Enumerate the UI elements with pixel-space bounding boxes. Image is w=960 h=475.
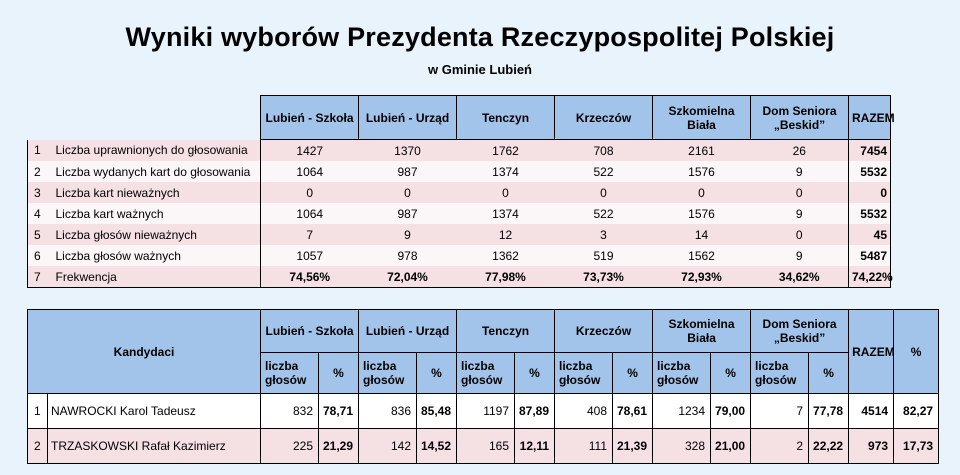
votes-subheader: liczba głosów — [751, 353, 809, 394]
pct-subheader: % — [417, 353, 457, 394]
votes-cell: 2 — [751, 429, 809, 464]
stats-col-header: Dom Seniora „Beskid” — [751, 96, 849, 140]
cell-value: 1762 — [457, 140, 555, 162]
row-number: 4 — [28, 203, 50, 224]
cell-value: 1064 — [261, 161, 359, 182]
cell-value: 72,93% — [653, 266, 751, 288]
candidate-name: TRZASKOWSKI Rafał Kazimierz — [48, 429, 261, 464]
candidates-table — [27, 309, 939, 464]
cell-total: 5532 — [849, 203, 891, 224]
cell-value: 12 — [457, 224, 555, 245]
cell-value: 987 — [359, 203, 457, 224]
stats-row-turnout — [28, 266, 891, 288]
total-votes-cell: 973 — [849, 429, 894, 464]
row-label: Liczba uprawnionych do głosowania — [50, 140, 261, 162]
stats-col-header: Tenczyn — [457, 96, 555, 140]
cell-value: 1370 — [359, 140, 457, 162]
row-label: Liczba wydanych kart do głosowania — [50, 161, 261, 182]
stats-col-header-total: RAZEM — [849, 96, 891, 140]
cell-value: 519 — [555, 245, 653, 266]
district-header: Lubień - Szkoła — [261, 310, 359, 353]
cell-value: 26 — [751, 140, 849, 162]
pct-cell: 12,11 — [515, 429, 555, 464]
cell-value: 0 — [261, 182, 359, 203]
pct-cell: 21,29 — [319, 429, 359, 464]
stats-header-blank — [28, 96, 261, 140]
cell-value: 74,56% — [261, 266, 359, 288]
votes-subheader: liczba głosów — [653, 353, 711, 394]
cell-value: 0 — [751, 224, 849, 245]
pct-cell: 79,00 — [711, 394, 751, 429]
row-number: 5 — [28, 224, 50, 245]
votes-cell: 832 — [261, 394, 319, 429]
row-label: Liczba kart ważnych — [50, 203, 261, 224]
votes-cell: 225 — [261, 429, 319, 464]
pct-cell: 78,71 — [319, 394, 359, 429]
cell-value: 72,04% — [359, 266, 457, 288]
votes-subheader: liczba głosów — [457, 353, 515, 394]
cell-value: 1374 — [457, 203, 555, 224]
cell-total: 7454 — [849, 140, 891, 162]
votes-cell: 165 — [457, 429, 515, 464]
cell-value: 0 — [653, 182, 751, 203]
cell-value: 1576 — [653, 203, 751, 224]
cell-total: 74,22% — [849, 266, 891, 288]
candidate-row — [28, 429, 939, 464]
district-header: Szkomielna Biała — [653, 310, 751, 353]
cell-total: 45 — [849, 224, 891, 245]
page-title: Wyniki wyborów Prezydenta Rzeczypospolitej Polskiej — [125, 22, 835, 52]
cell-value: 1374 — [457, 161, 555, 182]
pct-subheader: % — [515, 353, 555, 394]
district-header: Krzeczów — [555, 310, 653, 353]
pct-cell: 85,48 — [417, 394, 457, 429]
pct-cell: 87,89 — [515, 394, 555, 429]
cell-value: 7 — [261, 224, 359, 245]
cell-value: 0 — [751, 182, 849, 203]
page-subtitle: w Gminie Lubień — [427, 62, 532, 77]
pct-cell: 21,39 — [613, 429, 653, 464]
stats-row — [28, 203, 891, 224]
cell-value: 0 — [359, 182, 457, 203]
cell-value: 1427 — [261, 140, 359, 162]
cell-value: 522 — [555, 161, 653, 182]
cell-value: 1064 — [261, 203, 359, 224]
candidates-header: Kandydaci — [28, 310, 261, 394]
votes-cell: 111 — [555, 429, 613, 464]
cell-value: 34,62% — [751, 266, 849, 288]
row-number: 3 — [28, 182, 50, 203]
cell-value: 9 — [751, 245, 849, 266]
stats-row — [28, 140, 891, 162]
candidate-name: NAWROCKI Karol Tadeusz — [48, 394, 261, 429]
total-votes-cell: 4514 — [849, 394, 894, 429]
cell-value: 708 — [555, 140, 653, 162]
cell-value: 9 — [359, 224, 457, 245]
cell-value: 1562 — [653, 245, 751, 266]
cell-value: 0 — [555, 182, 653, 203]
cell-value: 2161 — [653, 140, 751, 162]
votes-cell: 142 — [359, 429, 417, 464]
district-header: Dom Seniora „Beskid” — [751, 310, 849, 353]
cell-value: 14 — [653, 224, 751, 245]
pct-cell: 22,22 — [809, 429, 849, 464]
district-header: Tenczyn — [457, 310, 555, 353]
votes-cell: 836 — [359, 394, 417, 429]
cell-value: 978 — [359, 245, 457, 266]
cell-value: 522 — [555, 203, 653, 224]
votes-cell: 408 — [555, 394, 613, 429]
stats-col-header: Szkomielna Biała — [653, 96, 751, 140]
total-header: RAZEM — [849, 310, 894, 394]
total-pct-header: % — [894, 310, 939, 394]
cell-value: 1576 — [653, 161, 751, 182]
cell-value: 73,73% — [555, 266, 653, 288]
district-header: Lubień - Urząd — [359, 310, 457, 353]
row-number: 7 — [28, 266, 50, 288]
pct-subheader: % — [809, 353, 849, 394]
pct-cell: 21,00 — [711, 429, 751, 464]
votes-cell: 328 — [653, 429, 711, 464]
cell-total: 5487 — [849, 245, 891, 266]
stats-row — [28, 224, 891, 245]
votes-subheader: liczba głosów — [555, 353, 613, 394]
cell-value: 1362 — [457, 245, 555, 266]
row-label: Liczba głosów ważnych — [50, 245, 261, 266]
row-number: 6 — [28, 245, 50, 266]
cell-total: 5532 — [849, 161, 891, 182]
cell-value: 1057 — [261, 245, 359, 266]
cell-value: 9 — [751, 203, 849, 224]
row-label: Frekwencja — [50, 266, 261, 288]
stats-table — [27, 95, 895, 288]
votes-subheader: liczba głosów — [261, 353, 319, 394]
pct-cell: 78,61 — [613, 394, 653, 429]
votes-cell: 7 — [751, 394, 809, 429]
candidate-number: 2 — [28, 429, 48, 464]
cell-value: 0 — [457, 182, 555, 203]
pct-cell: 14,52 — [417, 429, 457, 464]
total-pct-cell: 82,27 — [894, 394, 939, 429]
cell-value: 77,98% — [457, 266, 555, 288]
total-pct-cell: 17,73 — [894, 429, 939, 464]
cell-value: 3 — [555, 224, 653, 245]
votes-cell: 1234 — [653, 394, 711, 429]
candidates-header-row — [28, 310, 939, 353]
pct-subheader: % — [711, 353, 751, 394]
stats-header-row — [28, 96, 891, 140]
stats-row — [28, 182, 891, 203]
row-label: Liczba kart nieważnych — [50, 182, 261, 203]
cell-value: 987 — [359, 161, 457, 182]
stats-col-header: Lubień - Szkoła — [261, 96, 359, 140]
row-number: 2 — [28, 161, 50, 182]
pct-cell: 77,78 — [809, 394, 849, 429]
stats-row — [28, 245, 891, 266]
stats-col-header: Lubień - Urząd — [359, 96, 457, 140]
candidate-number: 1 — [28, 394, 48, 429]
pct-subheader: % — [319, 353, 359, 394]
votes-cell: 1197 — [457, 394, 515, 429]
cell-total: 0 — [849, 182, 891, 203]
row-label: Liczba głosów nieważnych — [50, 224, 261, 245]
row-number: 1 — [28, 140, 50, 162]
pct-subheader: % — [613, 353, 653, 394]
stats-row — [28, 161, 891, 182]
cell-value: 9 — [751, 161, 849, 182]
votes-subheader: liczba głosów — [359, 353, 417, 394]
stats-col-header: Krzeczów — [555, 96, 653, 140]
candidate-row — [28, 394, 939, 429]
